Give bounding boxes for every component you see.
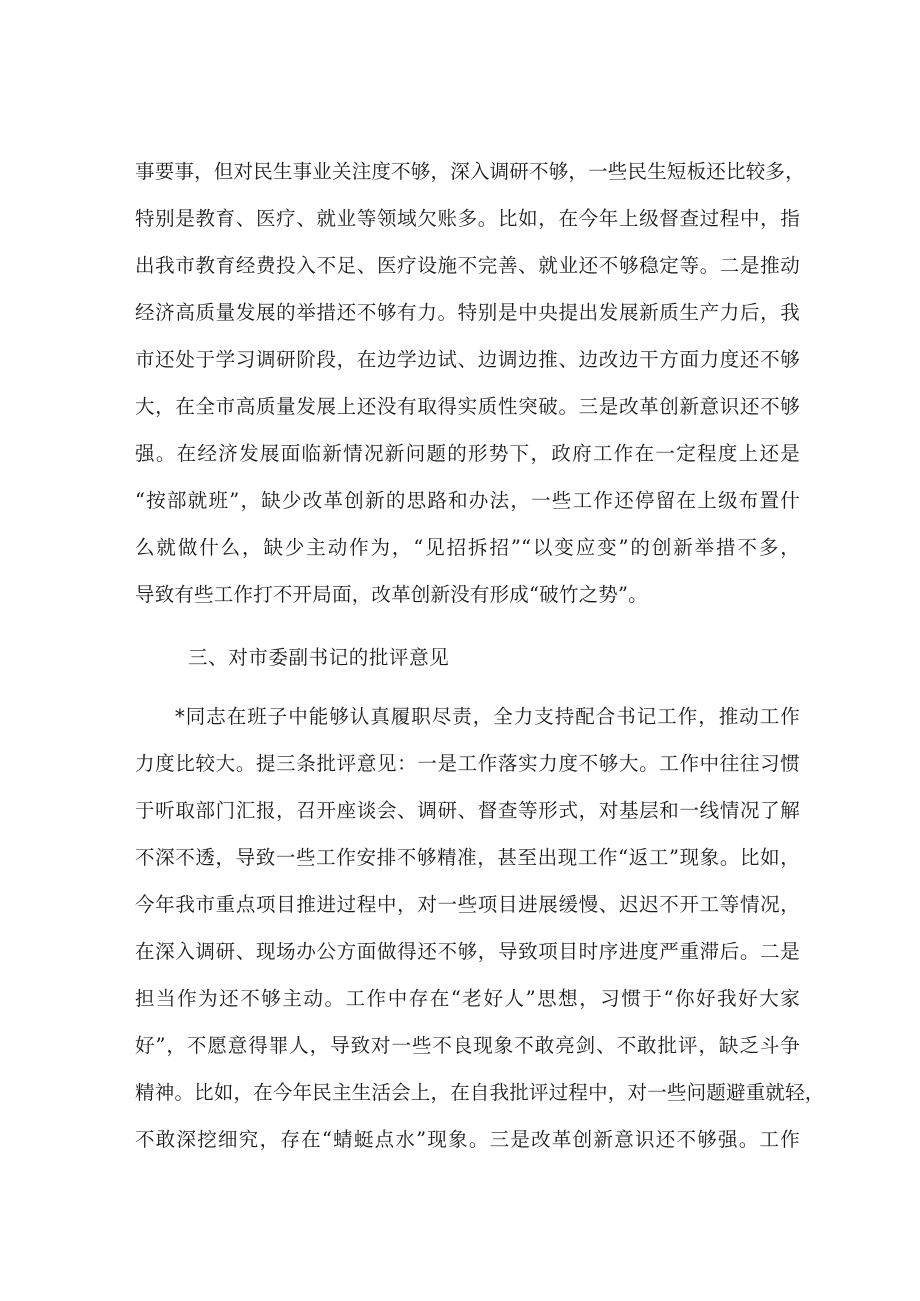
paragraph-2-line: 在深入调研、现场办公方面做得还不够，导致项目时序进度严重滞后。二是 <box>135 940 800 963</box>
paragraph-1-line: 么就做什么，缺少主动作为，“见招拆招”“以变应变”的创新举措不多， <box>135 536 800 559</box>
paragraph-2-line: 不敢深挖细究，存在“蜻蜓点水”现象。三是改革创新意识还不够强。工作 <box>135 1128 800 1151</box>
paragraph-1-line: 特别是教育、医疗、就业等领域欠账多。比如，在今年上级督查过程中，指 <box>135 207 800 230</box>
paragraph-1-line: 出我市教育经费投入不足、医疗设施不完善、就业还不够稳定等。二是推动 <box>135 254 800 277</box>
paragraph-2-line: 于听取部门汇报，召开座谈会、调研、督查等形式，对基层和一线情况了解 <box>135 799 800 822</box>
paragraph-2-line: 不深不透，导致一些工作安排不够精准，甚至出现工作“返工”现象。比如， <box>135 846 800 869</box>
paragraph-2-line: 力度比较大。提三条批评意见：一是工作落实力度不够大。工作中往往习惯 <box>135 752 800 775</box>
paragraph-2-line: *同志在班子中能够认真履职尽责，全力支持配合书记工作，推动工作 <box>175 705 800 728</box>
paragraph-1-line: 大，在全市高质量发展上还没有取得实质性突破。三是改革创新意识还不够 <box>135 395 800 418</box>
paragraph-1-line: 市还处于学习调研阶段，在边学边试、边调边推、边改边干方面力度还不够 <box>135 348 800 371</box>
paragraph-2-line: 精神。比如，在今年民主生活会上，在自我批评过程中，对一些问题避重就轻， <box>135 1081 825 1104</box>
paragraph-1-line: “按部就班”，缺少改革创新的思路和办法，一些工作还停留在上级布置什 <box>135 489 800 512</box>
paragraph-2-line: 好”，不愿意得罪人，导致对一些不良现象不敢亮剑、不敢批评，缺乏斗争 <box>135 1034 800 1057</box>
paragraph-2-line: 担当作为还不够主动。工作中存在“老好人”思想，习惯于“你好我好大家 <box>135 987 800 1010</box>
paragraph-1-line: 事要事，但对民生事业关注度不够，深入调研不够，一些民生短板还比较多， <box>135 160 805 183</box>
paragraph-1-line: 经济高质量发展的举措还不够有力。特别是中央提出发展新质生产力后，我 <box>135 301 800 324</box>
paragraph-1-line: 导致有些工作打不开局面，改革创新没有形成“破竹之势”。 <box>135 583 648 606</box>
paragraph-2-line: 今年我市重点项目推进过程中，对一些项目进展缓慢、迟迟不开工等情况， <box>135 893 800 916</box>
section-heading: 三、对市委副书记的批评意见 <box>188 646 450 669</box>
paragraph-1-line: 强。在经济发展面临新情况新问题的形势下，政府工作在一定程度上还是 <box>135 442 800 465</box>
